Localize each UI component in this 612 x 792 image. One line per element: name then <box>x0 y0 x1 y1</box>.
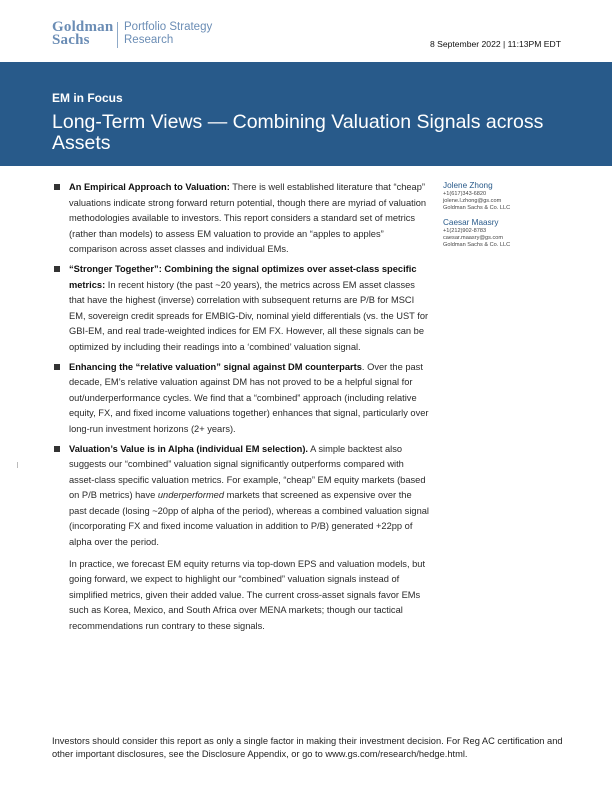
author-phone: +1(212)902-8783 <box>443 228 487 234</box>
author-sidebar <box>443 181 563 255</box>
bullet-point <box>52 180 430 258</box>
bullet-square-icon <box>54 364 60 370</box>
bullet-point <box>52 442 430 551</box>
bullet-lead: Enhancing the “relative valuation” signal against DM counterparts <box>69 361 362 372</box>
author-card <box>443 218 563 249</box>
publication-date: 8 September 2022 | 11:13PM EDT <box>429 39 561 49</box>
goldman-sachs-logo <box>52 21 113 47</box>
bullet-text: . Over the past decade, EM’s relative valuation against DM has not proved to be a helpful signal for out/underperformance cycles. We find that a “combined” approach (including relative equity, FX, and fixed income valuations together) enhances that signal, particularly over long-run investment horizons (2+ years). <box>69 361 429 434</box>
bullet-text: There is well established literature that “cheap” valuations indicate strong forward return potential, though there are myriad of valuation methodologies available to investors. This report considers a standard set of metrics (rather than models) to assess EM valuation to provide an “apples to apples” comparison across asset classes and individual EMs. <box>69 182 427 255</box>
disclosure-footer: Investors should consider this report as only a single factor in making their investment decision. For Reg AC certification and other important disclosures, see the Disclosure Appendix, or go to www.gs.com/research/hedge.html. <box>52 736 563 759</box>
division-name <box>124 21 212 47</box>
logo-line-1: Goldman <box>52 19 114 35</box>
logo-line-2: Sachs <box>52 32 90 48</box>
bullet-lead: An Empirical Approach to Valuation: <box>69 182 230 192</box>
author-email[interactable]: caesar.maasry@gs.com <box>443 235 504 241</box>
bullet-emphasis: underperformed <box>157 490 225 501</box>
author-email[interactable]: jolene.l.zhong@gs.com <box>443 198 502 204</box>
margin-mark <box>17 462 18 468</box>
bullet-square-icon <box>54 184 60 190</box>
bullet-lead: Valuation’s Value is in Alpha (individual EM selection). <box>69 443 309 454</box>
bullet-text: A simple backtest also suggests our “combined” valuation signal significantly outperforms compared with asset-class specific valuation metrics. For example, “cheap” EM equity markets (based on P/B metrics) have <box>69 443 426 501</box>
author-phone: +1(617)343-6820 <box>443 191 487 197</box>
division-line-1: Portfolio Strategy <box>124 21 213 33</box>
bullet-text: markets that screened as expensive over the past decade (losing ~20pp of alpha of the period), whereas a combined valuation signal (incorporating FX and fixed income valuation in addition to P/B) generated +22pp of alpha over the period. <box>69 490 429 548</box>
bullet-square-icon <box>54 266 60 272</box>
author-card <box>443 181 563 212</box>
author-firm: Goldman Sachs & Co. LLC <box>443 242 511 248</box>
logo-divider <box>117 22 118 48</box>
bullet-point <box>52 360 430 438</box>
title-banner <box>0 62 612 166</box>
bullet-lead: “Stronger Together”: Combining the signal optimizes over asset-class specific metrics: <box>69 263 417 290</box>
report-title: Long-Term Views — Combining Valuation Signals across Assets <box>52 111 544 154</box>
bullet-point <box>52 262 430 356</box>
series-kicker: EM in Focus <box>52 91 123 105</box>
author-name: Caesar Maasry <box>443 218 499 227</box>
page-header <box>0 0 612 62</box>
division-line-2: Research <box>124 34 174 46</box>
author-firm: Goldman Sachs & Co. LLC <box>443 205 511 211</box>
author-name: Jolene Zhong <box>443 181 493 190</box>
closing-paragraph: In practice, we forecast EM equity returns via top-down EPS and valuation models, but going forward, we expect to highlight our “combined” valuation signals instead of simplified metrics, given their added value. The current cross-asset signals favor EMs such as Korea, Mexico, and South Africa over MENA markets; though our tactical recommendations run contrary to these signals. <box>69 558 426 632</box>
report-body <box>52 180 430 635</box>
bullet-square-icon <box>54 446 60 452</box>
bullet-text: In recent history (the past ~20 years), the metrics across EM asset classes that have the highest (inverse) correlation with subsequent returns are P/B for MSCI EM, sovereign credit spreads for EMBIG-Div, nominal yield differentials (vs. the UST for GBI-EM, and real trade-weighted indices for EM FX. However, all these signals can be optimized by including their readings into a ‘combined’ valuation signal. <box>69 279 429 352</box>
